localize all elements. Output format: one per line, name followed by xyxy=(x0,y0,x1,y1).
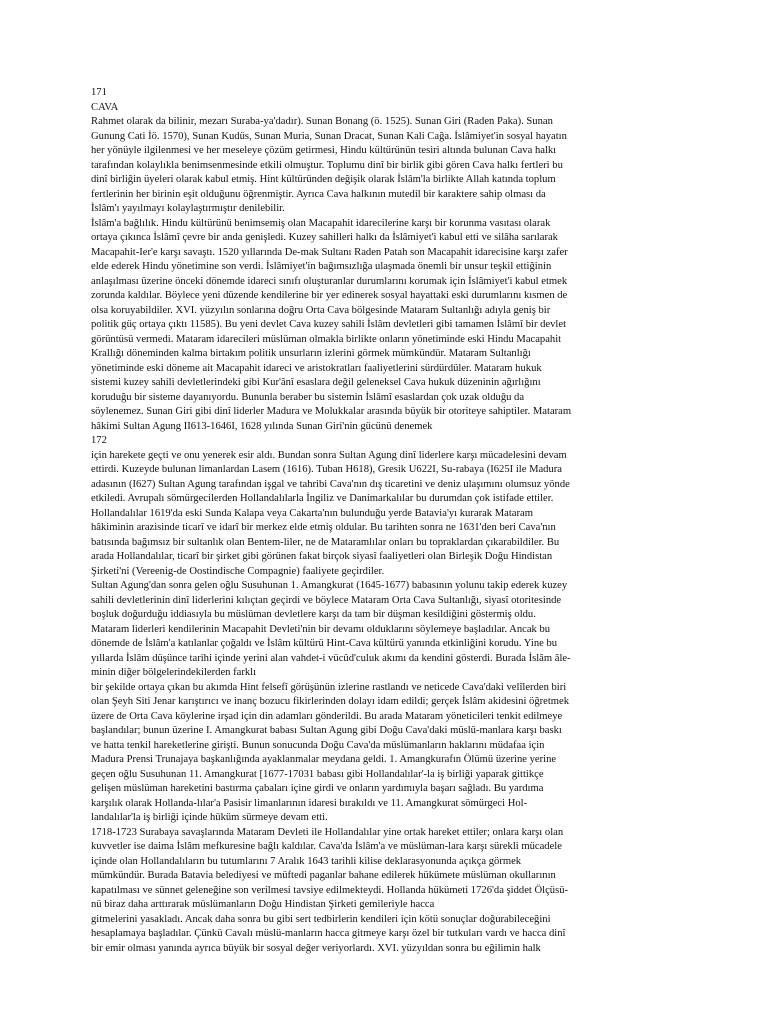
text-line: Macapahit-Ier'e karşı savaştı. 1520 yıllarında De-mak Sultanı Raden Patah son Macapahit idarecisine karşı zafer xyxy=(91,246,568,258)
text-line: ve hatta tenkil hareketlerine girişti. Bunun sonucunda Doğu Cava'da müslümanların haklarını müdafaa için xyxy=(91,739,545,751)
text-line: yönetiminde eski döneme ait Macapahit idareci ve aristokratları faaliyetlerini sürdürdüler. Mataram hukuk xyxy=(91,362,542,374)
text-line: mümkündür. Burada Batavia belediyesi ve müftedi paganlar bahane edilerek hükümete müslüman okullarının xyxy=(91,870,556,881)
text-line: bir emir olması yanında ayrıca büyük bir sosyal değer veriyorlardı. XVI. yüzyıldan sonra bu eğilimin halk xyxy=(91,942,541,954)
text-line: karşılık olarak Hollanda-lılar'a Pasisir limanlarının idaresi bırakıldı ve 11. Amangkurat sömürgeci Hol- xyxy=(91,797,528,809)
text-line: minin diğer bölgelerindekilerden farklı xyxy=(91,667,257,678)
text-line: dinî birliğin üyeleri olarak kabul etmiş. Hint kültüründen değişik olarak İslâm'la birlikte Allah katında toplum xyxy=(91,174,556,185)
page-number: 171 xyxy=(91,87,107,98)
text-line: söylenemez. Sunan Giri gibi dinî liderler Madura ve Molukkalar arasında büyük bir otoriteye sahiptiler. Mataram xyxy=(91,406,572,417)
text-line: dönemde de İslâm'a katılanlar çoğaldı ve İslâm kültürü Hint-Cava kültürü yanında etkinliğini korudu. Yine bu xyxy=(91,638,558,649)
text-line: hâkiminin arazisinde ticarî ve idarî bir merkez elde etmiş oldular. Bu tarihten sonra ne 1631'den beri Cava'nın xyxy=(91,522,556,533)
document-page xyxy=(91,86,691,956)
text-line: Sultan Agung'dan sonra gelen oğlu Susuhunan 1. Amangkurat (1645-1677) babasının yolunu takip ederek kuzey xyxy=(91,580,568,591)
text-line: İslâm'ı yayılmayı kolaylaştırmıştır denilebilir. xyxy=(91,203,285,214)
text-line: gitmelerini yasakladı. Ancak daha sonra bu gibi sert tedbirlerin kendileri için kötü sonuçlar doğurabileceğini xyxy=(91,913,551,925)
text-line: kuvvetler ise daima İslâm mefkuresine bağlı kaldılar. Cava'da İslâm'a ve müslüman-lara karşı sürekli mücadele xyxy=(91,841,562,852)
text-line: gelişen müslüman hareketini bastırma çabaları içine girdi ve onların yardımıyla başarı sağladı. Bu yardıma xyxy=(91,783,544,794)
text-line: için harekete geçti ve onu yenerek esir aldı. Bundan sonra Sultan Agung dinî liderlere karşı mücadelesini devam xyxy=(91,449,567,461)
text-line: Hollandalılar 1619'da eski Sunda Kalapa veya Cakarta'nın bulunduğu yerde Batavia'yı kurarak Mataram xyxy=(91,507,533,519)
text-line: politik güç ortaya çıktı 11585). Bu yeni devlet Cava kuzey sahili İslâm devletleri gibi tamamen İslâmî bir devlet xyxy=(91,319,567,330)
text-line: İslâm'a bağlılık. Hindu kültürünü benimsemiş olan Macapahit idarecilerine karşı bir korunma vasıtası olarak xyxy=(91,217,551,229)
text-line: Şirketi'ni (Vereenig-de Oostindische Compagnie) faaliyete geçirdiler. xyxy=(91,565,385,577)
text-line: Rahmet olarak da bilinir, mezarı Suraba-ya'dadır). Sunan Bonang (ö. 1525). Sunan Giri (Raden Paka). Sunan xyxy=(91,116,553,127)
text-line: hesaplamaya başladılar. Çünkü Cavalı müslü-manların hacca gitmeye karşı özel bir tutkuları vardı ve hacca dinî xyxy=(91,928,566,939)
text-line: bir şekilde ortaya çıkan bu akımda Hint felsefî görüşünün izlerine rastlandı ve neticede Cava'daki velîlerden biri xyxy=(91,681,567,693)
text-line: içinde olan Hollandalıların bu tutumlarını 7 Aralık 1643 tarihli kilise deklarasyonunda açıkça görmek xyxy=(91,855,522,867)
text-line: her yönüyle ilgilenmesi ve her meseleye çözüm getirmesi, Hindu kültürünün tesiri altında bulunan Cava halkı xyxy=(91,145,557,156)
text-line: ortaya çıkınca İslâmî çevre bir anda genişledi. Kuzey sahilleri halkı da İslâmiyet'i kabul etti ve silâha sarılarak xyxy=(91,232,558,243)
text-line: fertlerinin her birinin eşit olduğunu öğrenmiştir. Ayrıca Cava halkının mutedil bir karaktere sahip olması da xyxy=(91,188,546,200)
text-line: boşluk doğurduğu iddiasıyla bu müslüman devletlere karşı da tam bir düşman kesildiğini göstermiş oldu. xyxy=(91,609,536,620)
text-line: Mataram liderleri kendilerinin Macapahit Devleti'nin bir devamı olduklarını söylemeye başladılar. Ancak bu xyxy=(91,623,551,635)
page-number: 172 xyxy=(91,435,107,446)
text-line: üzere de Orta Cava köylerine irşad için din adamları gönderildi. Bu arada Mataram yöneticileri tenkit edilmeye xyxy=(91,710,563,722)
text-line: Krallığı döneminden kalma birtakım politik unsurların izlerini görmek mümkündür. Mataram Sultanlığı xyxy=(91,348,531,359)
text-line: olan Şeyh Siti Jenar karıştırıcı ve inanç bozucu fikirlerinden dolayı idam edildi; gerçek İslâm akidesini öğretmek xyxy=(91,696,570,707)
text-line: landalılar'la iş birliği içinde hüküm sürmeye devam etti. xyxy=(91,812,328,823)
text-line: nü biraz daha arttırarak müslümanların Doğu Hindistan Şirketi gemileriyle hacca xyxy=(91,899,435,910)
text-line: Madura Prensi Trunajaya başkanlığında ayaklanmalar meydana geldi. 1. Amangkurafın Ölümü üzerine yerine xyxy=(91,754,557,765)
text-line: kapatılması ve sünnet geleneğine son verilmesi tavsiye edilmekteydi. Hollanda hükümeti 1726'da şiddet Ölçüsü- xyxy=(91,884,569,896)
text-line: Gunung Cati İö. 1570), Sunan Kudüs, Sunan Muria, Sunan Dracat, Sunan Kali Cağa. İslâmiyet'in sosyal hayatın xyxy=(91,130,567,142)
text-line: hâkimi Sultan Agung II613-1646I, 1628 yılında Sunan Giri'nin gücünü denemek xyxy=(91,420,433,432)
text-line: tarafından kolaylıkla benimsenmesinde etkili olmuştur. Toplumu dinî bir birlik gibi gören Cava halkı fertleri bu xyxy=(91,159,563,171)
text-line: elde ederek Hindu yönetimine son verdi. İslâmiyet'in bağımsızlığa ulaşmada önemli bir unsur teşkil ettiğinin xyxy=(91,261,552,272)
text-line: koruduğu bir sisteme dayanıyordu. Bununla beraber bu sistemin İslâmî esaslardan çok uzak olduğu da xyxy=(91,391,525,403)
text-line: geçen oğlu Susuhunan 11. Amangkurat [1677-17031 babası gibi Hollandalılar'-la iş birliği yaparak gittikçe xyxy=(91,768,544,780)
text-line: ettirdi. Kuzeyde bulunan limanlardan Lasem (1616). Tuban H618), Gresik U622I, Su-rabaya (I625I ile Madura xyxy=(91,464,563,475)
text-line: batısında bağımsız bir sultanlık olan Bentem-liler, ne de Mataramlılar onları bu topraklardan çıkarabildiler. Bu xyxy=(91,536,560,548)
text-line: olsa koruyabildiler. XVI. yüzyılın sonlarına doğru Orta Cava bölgesinde Mataram Sultanlığı adıyla geniş bir xyxy=(91,304,551,316)
text-line: adasının (I627) Sultan Agung tarafından işgal ve tahribi Cava'nın dış ticaretini ve deniz ulaşımını olumsuz yönde xyxy=(91,478,570,490)
text-line: arada Hollandalılar, ticarî bir şirket gibi görünen fakat birçok siyasî faaliyetleri olan Birleşik Doğu Hindistan xyxy=(91,551,553,562)
text-line: sistemi kuzey sahili devletlerindeki gibi Kur'ânî esaslara değil geleneksel Cava hukuk düzeninin ağırlığını xyxy=(91,377,541,388)
text-line: yıllarda İslâm düşünce tarihi içinde yerini alan vahdet-i vücûd'culuk akımı da kendini gösterdi. Burada İslâm âle- xyxy=(91,652,571,664)
section-title: CAVA xyxy=(91,101,119,113)
text-line: zorunda kaldılar. Böylece yeni düzende kendilerine bir yer edinerek sosyal hayattaki eski durumlarını kısmen de xyxy=(91,290,568,301)
text-line: başlandılar; bunun üzerine I. Amangkurat babası Sultan Agung gibi Doğu Cava'daki müslü-manlara karşı baskı xyxy=(91,725,562,736)
text-line: görüntüsü vermedi. Mataram idarecileri müslüman olmakla birlikte onların yönetiminde eski Hindu Macapahit xyxy=(91,333,562,345)
text-line: etkiledi. Avrupalı sömürgecilerden Hollandalılarla İngiliz ve Danimarkalılar bu durumdan çok istifade ettiler. xyxy=(91,493,554,504)
text-line: anlaşılması üzerine önceki dönemde idareci sınıfı oluşturanlar durumlarını korumak için İslâmiyet'i kabul etmek xyxy=(91,275,568,287)
text-line: sahili devletlerinin dinî liderlerini kılıçtan geçirdi ve böylece Mataram Orta Cava Sultanlığı, siyasî otoritesinde xyxy=(91,594,562,606)
text-line: 1718-1723 Surabaya savaşlarında Mataram Devleti ile Hollandalılar yine ortak hareket ettiler; onlara karşı olan xyxy=(91,826,564,838)
